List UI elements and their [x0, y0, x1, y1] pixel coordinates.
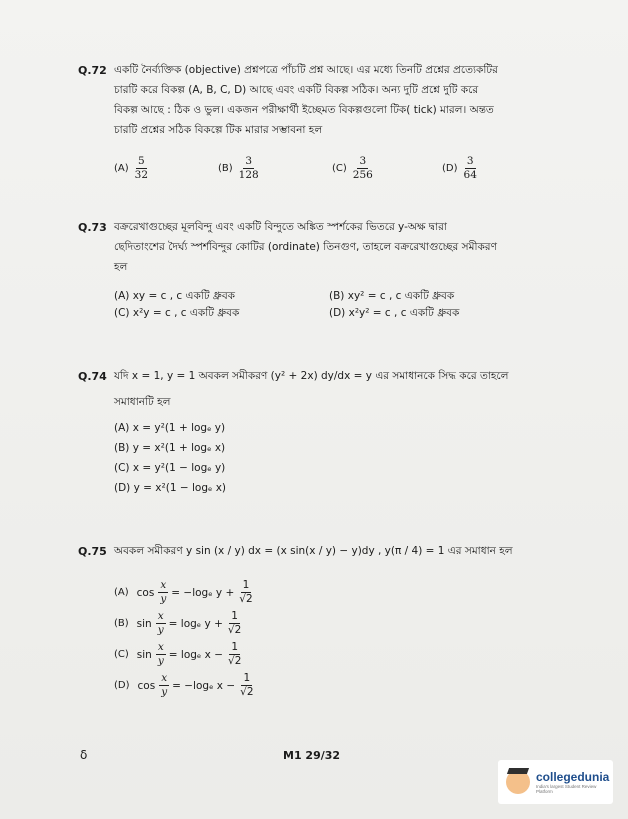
option-b — [218, 150, 261, 186]
question-number: Q.72 — [78, 64, 107, 77]
option-c: (C) x = y²(1 − logₑ y) — [114, 462, 226, 474]
option-b — [114, 608, 578, 639]
question-text — [114, 217, 578, 277]
equation-middle: = logₑ y + — [168, 617, 223, 630]
numerator: 1 — [231, 641, 239, 653]
fraction — [351, 155, 375, 182]
numerator: x — [161, 672, 168, 684]
question-line: একটি নৈর্ব্যক্তিক (objective) প্রশ্নপত্রে পাঁচটি প্রশ্ন আছে। এর মধ্যে তিনটি প্রশ্নের প্রত্যেকটির — [114, 64, 498, 76]
fraction — [156, 610, 166, 637]
logo-tagline: India's largest Student Review Platform — [536, 784, 597, 794]
fraction — [238, 672, 255, 699]
fraction — [226, 610, 243, 637]
numerator: 5 — [138, 154, 145, 167]
equation-middle: = −logₑ y + — [171, 586, 235, 599]
question-line: অবকল সমীকরণ y sin (x / y) dx = (x sin(x / y) − y)dy , y(π / 4) = 1 এর সমাধান হল — [114, 545, 513, 557]
numerator: 1 — [231, 610, 238, 622]
equation-middle: = −logₑ x − — [172, 679, 236, 692]
option-b: (B) xy² = c , c একটি ধ্রুবক — [329, 290, 455, 302]
page-mark: δ — [80, 748, 88, 762]
fraction — [133, 155, 150, 182]
question-73 — [78, 217, 578, 323]
option-d: (D) x²y² = c , c একটি ধ্রুবক — [329, 307, 460, 319]
denominator: √2 — [228, 655, 242, 667]
question-number: Q.75 — [78, 545, 107, 558]
logo-name: collegedunia — [536, 770, 610, 784]
fraction — [226, 641, 243, 668]
trig-function: cos — [136, 586, 155, 599]
option-d: (D) y = x²(1 − logₑ x) — [114, 482, 227, 494]
question-text — [114, 366, 578, 412]
fraction — [462, 155, 479, 182]
fraction — [159, 672, 169, 699]
fraction — [237, 579, 254, 606]
fraction — [156, 641, 166, 668]
denominator: 256 — [352, 168, 373, 181]
numerator: 3 — [466, 154, 474, 167]
question-line: হল — [114, 261, 128, 273]
numerator: x — [157, 610, 164, 622]
denominator: √2 — [239, 593, 253, 605]
option-label: (A) — [114, 162, 129, 174]
option-c — [332, 150, 375, 186]
option-label: (D) — [114, 680, 130, 691]
option-b: (B) y = x²(1 + logₑ x) — [114, 442, 226, 454]
collegedunia-logo — [498, 760, 613, 804]
options — [114, 289, 578, 323]
trig-function: cos — [137, 679, 156, 692]
option-label: (C) — [114, 649, 129, 660]
option-label: (B) — [218, 162, 233, 174]
options — [114, 422, 578, 502]
question-line: যদি x = 1, y = 1 অবকল সমীকরণ (y² + 2x) dy/dx = y এর সমাধানকে সিদ্ধ করে তাহলে — [114, 370, 509, 382]
option-a: (A) xy = c , c একটি ধ্রুবক — [114, 290, 236, 302]
option-label: (A) — [114, 587, 129, 598]
question-line: সমাধানটি হল — [114, 396, 171, 408]
question-75 — [78, 541, 578, 701]
question-line: চারটি প্রশ্নের সঠিক বিকল্পে টিক মারার সম্ভাবনা হল — [114, 124, 323, 136]
question-74 — [78, 366, 578, 502]
option-label: (C) — [332, 162, 347, 174]
question-text — [114, 541, 578, 561]
denominator: y — [157, 624, 164, 636]
question-text — [114, 60, 578, 140]
trig-function: sin — [136, 648, 152, 661]
fraction — [237, 155, 261, 182]
denominator: y — [160, 593, 167, 605]
denominator: 128 — [238, 168, 259, 181]
trig-function: sin — [136, 617, 152, 630]
option-a — [114, 150, 150, 186]
equation-middle: = logₑ x − — [168, 648, 223, 661]
numerator: 3 — [359, 154, 367, 167]
option-label: (B) — [114, 618, 129, 629]
question-number: Q.73 — [78, 221, 107, 234]
numerator: 1 — [242, 579, 250, 591]
denominator: y — [157, 655, 164, 667]
option-d — [442, 150, 479, 186]
option-a — [114, 577, 578, 608]
graduate-icon — [506, 770, 530, 794]
option-a: (A) x = y²(1 + logₑ y) — [114, 422, 226, 434]
numerator: 3 — [245, 154, 253, 167]
question-72 — [78, 60, 578, 186]
page-number: M1 29/32 — [283, 749, 341, 762]
question-line: বক্ররেখাগুচ্ছের মূলবিন্দু এবং একটি বিন্দুতে অঙ্কিত স্পর্শকের ভিতরে y-অক্ষ দ্বারা — [114, 221, 447, 233]
question-line: বিকল্প আছে : ঠিক ও ভুল। একজন পরীক্ষার্থী ইচ্ছেমত বিকল্পগুলো টিক( tick) মারল। অন্তত — [114, 104, 494, 116]
option-c: (C) x²y = c , c একটি ধ্রুবক — [114, 307, 240, 319]
logo-text — [536, 770, 613, 794]
option-d — [114, 670, 578, 701]
numerator: x — [157, 641, 164, 653]
denominator: √2 — [227, 624, 242, 636]
denominator: √2 — [240, 686, 254, 698]
option-label: (D) — [442, 162, 458, 174]
question-number: Q.74 — [78, 370, 107, 383]
denominator: y — [161, 686, 168, 698]
numerator: 1 — [243, 672, 251, 684]
options — [114, 577, 578, 701]
denominator: 32 — [134, 168, 149, 181]
question-line: ছেদিতাংশের দৈর্ঘ্য স্পর্শবিন্দুর কোটির (ordinate) তিনগুণ, তাহলে বক্ররেখাগুচ্ছের সমীকরণ — [114, 241, 497, 253]
option-c — [114, 639, 578, 670]
question-line: চারটি করে বিকল্প (A, B, C, D) আছে এবং একটি বিকল্প সঠিক। অন্য দুটি প্রশ্নে দুটি করে — [114, 84, 479, 96]
fraction — [158, 579, 168, 606]
options — [114, 150, 578, 186]
numerator: x — [160, 579, 167, 591]
denominator: 64 — [463, 168, 477, 181]
